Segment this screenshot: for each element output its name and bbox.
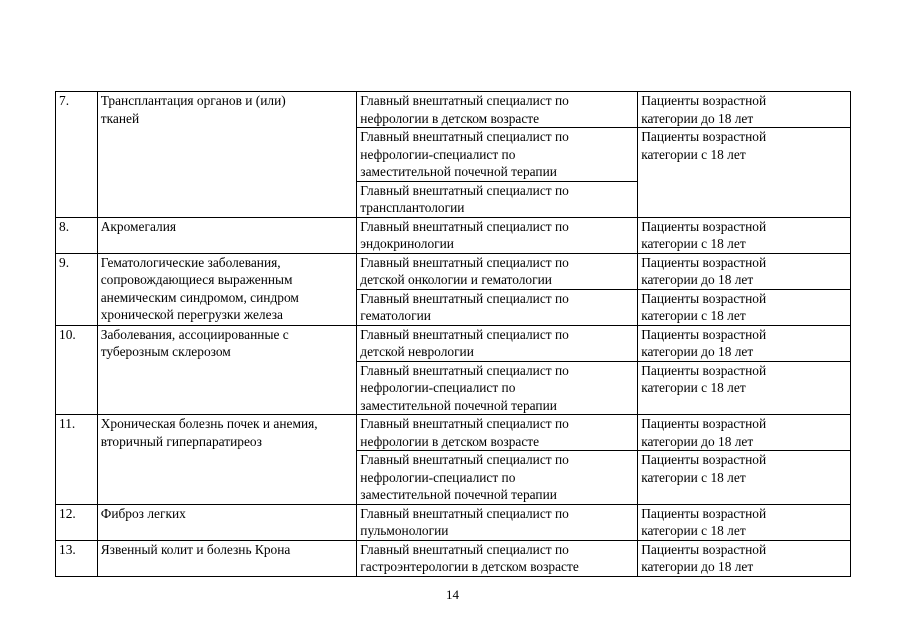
patients-cell: Пациенты возрастной категории до 18 лет xyxy=(638,540,851,576)
row-number-cell: 13. xyxy=(56,540,98,576)
specialist-cell: Главный внештатный специалист по пульмонологии xyxy=(357,504,638,540)
disease-cell: Фиброз легких xyxy=(97,504,357,540)
specialist-cell: Главный внештатный специалист по гематологии xyxy=(357,289,638,325)
disease-cell: Гематологические заболевания, сопровождающиеся выраженным анемическим синдромом, синдром хронической перегрузки железа xyxy=(97,253,357,325)
disease-cell: Заболевания, ассоциированные с туберозным склерозом xyxy=(97,325,357,415)
table-row xyxy=(56,325,851,361)
patients-cell: Пациенты возрастной категории до 18 лет xyxy=(638,253,851,289)
patients-cell: Пациенты возрастной категории до 18 лет xyxy=(638,325,851,361)
specialists-table xyxy=(55,91,851,577)
specialist-cell: Главный внештатный специалист по нефрологии в детском возрасте xyxy=(357,92,638,128)
specialist-cell: Главный внештатный специалист по эндокринологии xyxy=(357,217,638,253)
table-row xyxy=(56,540,851,576)
row-number-cell: 8. xyxy=(56,217,98,253)
specialist-cell: Главный внештатный специалист по нефрологии в детском возрасте xyxy=(357,415,638,451)
patients-cell: Пациенты возрастной категории с 18 лет xyxy=(638,451,851,505)
patients-cell: Пациенты возрастной категории до 18 лет xyxy=(638,92,851,128)
row-number-cell: 10. xyxy=(56,325,98,415)
table-row xyxy=(56,253,851,289)
disease-cell: Трансплантация органов и (или) тканей xyxy=(97,92,357,218)
specialist-cell: Главный внештатный специалист по гастроэнтерологии в детском возрасте xyxy=(357,540,638,576)
row-number-cell: 12. xyxy=(56,504,98,540)
patients-cell: Пациенты возрастной категории до 18 лет xyxy=(638,415,851,451)
specialist-cell: Главный внештатный специалист по нефрологии-специалист по заместительной почечной терапии xyxy=(357,128,638,182)
patients-cell: Пациенты возрастной категории с 18 лет xyxy=(638,289,851,325)
disease-cell: Язвенный колит и болезнь Крона xyxy=(97,540,357,576)
disease-cell: Акромегалия xyxy=(97,217,357,253)
patients-cell: Пациенты возрастной категории с 18 лет xyxy=(638,128,851,218)
patients-cell: Пациенты возрастной категории с 18 лет xyxy=(638,217,851,253)
row-number-cell: 11. xyxy=(56,415,98,505)
specialist-cell: Главный внештатный специалист по нефрологии-специалист по заместительной почечной терапии xyxy=(357,451,638,505)
table-row xyxy=(56,217,851,253)
disease-cell: Хроническая болезнь почек и анемия, вторичный гиперпаратиреоз xyxy=(97,415,357,505)
specialist-cell: Главный внештатный специалист по трансплантологии xyxy=(357,181,638,217)
table-row xyxy=(56,415,851,451)
row-number-cell: 7. xyxy=(56,92,98,218)
table-row xyxy=(56,92,851,128)
row-number-cell: 9. xyxy=(56,253,98,325)
patients-cell: Пациенты возрастной категории с 18 лет xyxy=(638,361,851,415)
specialist-cell: Главный внештатный специалист по нефрологии-специалист по заместительной почечной терапии xyxy=(357,361,638,415)
specialist-cell: Главный внештатный специалист по детской неврологии xyxy=(357,325,638,361)
patients-cell: Пациенты возрастной категории с 18 лет xyxy=(638,504,851,540)
page-number: 14 xyxy=(446,587,459,602)
table-row xyxy=(56,504,851,540)
specialist-cell: Главный внештатный специалист по детской онкологии и гематологии xyxy=(357,253,638,289)
